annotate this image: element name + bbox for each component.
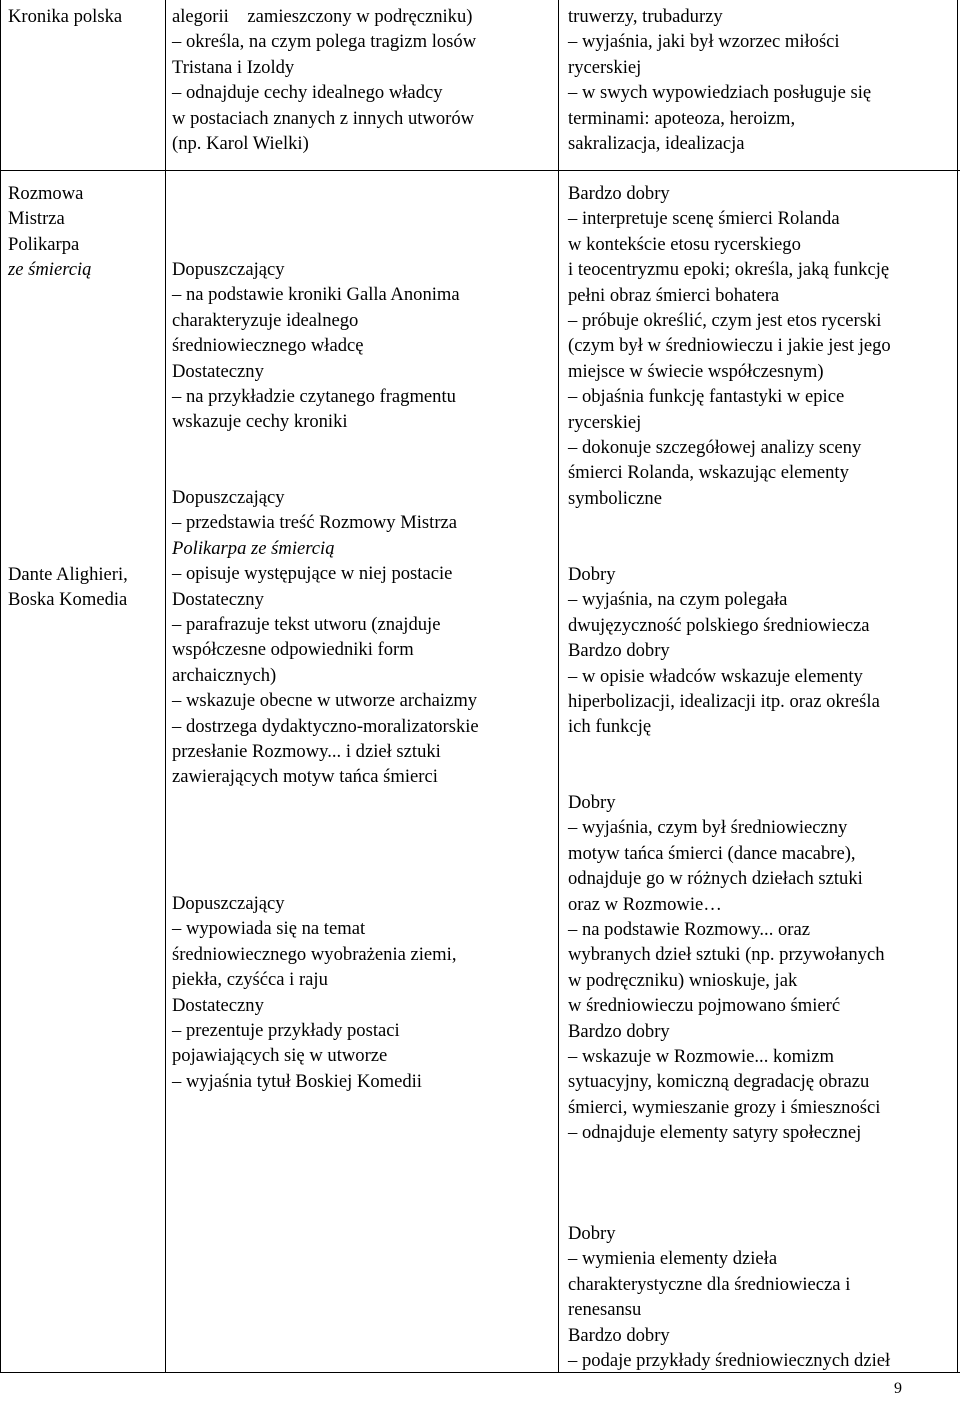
text-line: Dante Alighieri,	[8, 564, 128, 585]
row2-left-title	[8, 181, 91, 283]
text-line: (czym był w średniowieczu i jakie jest jego	[568, 335, 891, 357]
row2-right-section-1	[568, 181, 891, 511]
grade-level-label: Dostateczny	[172, 588, 264, 610]
text-line: – parafrazuje tekst utworu (znajduje	[172, 613, 441, 635]
text-line: – objaśnia funkcję fantastyki w epice	[568, 386, 845, 408]
text-line: – wymienia elementy dzieła	[568, 1248, 778, 1270]
text-line: miejsce w świecie współczesnym)	[568, 360, 824, 382]
text-line: Mistrza	[8, 208, 65, 230]
text-line: Tristana i Izoldy	[172, 56, 295, 78]
row2-left-title-2	[8, 562, 128, 613]
text-line: alegorii zamieszczony w podręczniku)	[172, 6, 473, 27]
text-line: piekła, czyśćca i raju	[172, 969, 328, 991]
text-line: – odnajduje cechy idealnego władcy	[172, 82, 443, 104]
text-line: sakralizacja, idealizacja	[568, 132, 745, 154]
text-line: – w opisie władców wskazuje elementy	[568, 665, 863, 687]
text-line: – przedstawia treść Rozmowy Mistrza	[172, 512, 458, 534]
grade-level-label: Dobry	[568, 792, 616, 813]
text-line: odnajduje go w różnych dziełach sztuki	[568, 868, 863, 890]
row2-right-section-3	[568, 790, 885, 1145]
text-line: – wyjaśnia, jaki był wzorzec miłości	[568, 31, 840, 53]
row1-middle-cell	[172, 4, 476, 156]
text-line: – na przykładzie czytanego fragmentu	[172, 385, 456, 407]
text-line: ich funkcję	[568, 716, 652, 738]
text-line: w kontekście etosu rycerskiego	[568, 233, 801, 255]
page-number: 9	[894, 1380, 902, 1397]
grade-level-label: Dostateczny	[172, 360, 264, 382]
text-line: dwujęzyczność polskiego średniowiecza	[568, 614, 870, 636]
grade-level-label: Bardzo dobry	[568, 640, 670, 662]
text-line: – opisuje występujące w niej postacie	[172, 563, 453, 585]
text-line: – wypowiada się na temat	[172, 918, 366, 940]
row2-middle-section-1	[172, 257, 460, 435]
row1-right-cell	[568, 4, 871, 156]
text-line: Polikarpa	[8, 233, 80, 255]
text-line: hiperbolizacji, idealizacji itp. oraz określa	[568, 690, 880, 712]
text-line: średniowiecznego władcę	[172, 335, 364, 357]
text-line: – próbuje określić, czym jest etos rycerski	[568, 309, 882, 331]
column-divider-2	[558, 0, 559, 1373]
text-line: wskazuje cechy kroniki	[172, 411, 348, 433]
text-line: w postaciach znanych z innych utworów	[172, 107, 475, 129]
text-line: pełni obraz śmierci bohatera	[568, 284, 780, 306]
text-line: – prezentuje przykłady postaci	[172, 1019, 400, 1041]
text-line: motyw tańca śmierci (dance macabre),	[568, 842, 856, 864]
row2-right-section-2	[568, 562, 880, 740]
text-line: śmierci Rolanda, wskazując elementy	[568, 462, 849, 484]
text-line: charakterystyczne dla średniowiecza i	[568, 1273, 851, 1295]
text-line: rycerskiej	[568, 56, 642, 78]
grade-level-label: Bardzo dobry	[568, 183, 670, 204]
column-divider-1	[165, 0, 166, 1373]
row-divider	[0, 170, 960, 171]
text-line: przesłanie Rozmowy... i dzieł sztuki	[172, 740, 441, 762]
text-line: pojawiających się w utworze	[172, 1045, 388, 1067]
text-line: Polikarpa ze śmiercią	[172, 537, 335, 559]
text-line: w średniowieczu pojmowano śmierć	[568, 995, 841, 1017]
grade-level-label: Dopuszczający	[172, 893, 285, 914]
text-line: – w swych wypowiedziach posługuje się	[568, 82, 872, 104]
text-line: – na podstawie kroniki Galla Anonima	[172, 284, 460, 306]
text-line: – odnajduje elementy satyry społecznej	[568, 1122, 862, 1144]
text-line: współczesne odpowiedniki form	[172, 639, 414, 661]
text-line: – dostrzega dydaktyczno-moralizatorskie	[172, 715, 479, 737]
text-line: – podaje przykłady średniowiecznych dzieł	[568, 1349, 891, 1371]
text-line: średniowiecznego wyobrażenia ziemi,	[172, 943, 457, 965]
text-line: – określa, na czym polega tragizm losów	[172, 31, 477, 53]
grade-level-label: Dopuszczający	[172, 487, 285, 508]
text-line: (np. Karol Wielki)	[172, 132, 309, 154]
table-border-right	[957, 0, 958, 1373]
grade-level-label: Bardzo dobry	[568, 1324, 670, 1346]
text-line: terminami: apoteoza, heroizm,	[568, 107, 796, 129]
text-line: śmierci, wymieszanie grozy i śmieszności	[568, 1096, 881, 1118]
text-line: – dokonuje szczegółowej analizy sceny	[568, 436, 862, 458]
text-line: sytuacyjny, komiczną degradację obrazu	[568, 1071, 870, 1093]
text-line: oraz w Rozmowie…	[568, 893, 722, 915]
text-line: – wskazuje obecne w utworze archaizmy	[172, 690, 478, 712]
text-line: charakteryzuje idealnego	[172, 309, 359, 331]
text-line: rycerskiej	[568, 411, 642, 433]
text-line: ze śmiercią	[8, 259, 92, 281]
text-line: renesansu	[568, 1299, 642, 1321]
row2-right-section-4	[568, 1221, 890, 1373]
text-line: Rozmowa	[8, 183, 84, 204]
text-line: Kronika polska	[8, 6, 123, 27]
grade-level-label: Dobry	[568, 1223, 616, 1244]
grade-level-label: Bardzo dobry	[568, 1020, 670, 1042]
text-line: – wyjaśnia, czym był średniowieczny	[568, 817, 848, 839]
text-line: Boska Komedia	[8, 589, 128, 611]
grade-level-label: Dobry	[568, 564, 616, 585]
text-line: – wyjaśnia tytuł Boskiej Komedii	[172, 1070, 422, 1092]
table-border-left	[0, 0, 1, 1373]
text-line: w podręczniku) wnioskuje, jak	[568, 969, 798, 991]
row1-left-cell	[8, 4, 122, 29]
text-line: symboliczne	[568, 487, 662, 509]
text-line: i teocentryzmu epoki; określa, jaką funkcję	[568, 259, 890, 281]
text-line: – wskazuje w Rozmowie... komizm	[568, 1045, 834, 1067]
text-line: – interpretuje scenę śmierci Rolanda	[568, 208, 840, 230]
row2-middle-section-2	[172, 485, 479, 790]
text-line: archaicznych)	[172, 664, 277, 686]
row2-middle-section-3	[172, 891, 456, 1094]
text-line: zawierających motyw tańca śmierci	[172, 766, 438, 788]
text-line: – wyjaśnia, na czym polegała	[568, 589, 788, 611]
grade-level-label: Dopuszczający	[172, 259, 285, 280]
text-line: wybranych dzieł sztuki (np. przywołanych	[568, 944, 885, 966]
grade-level-label: Dostateczny	[172, 994, 264, 1016]
text-line: truwerzy, trubadurzy	[568, 6, 723, 27]
text-line: – na podstawie Rozmowy... oraz	[568, 918, 810, 940]
